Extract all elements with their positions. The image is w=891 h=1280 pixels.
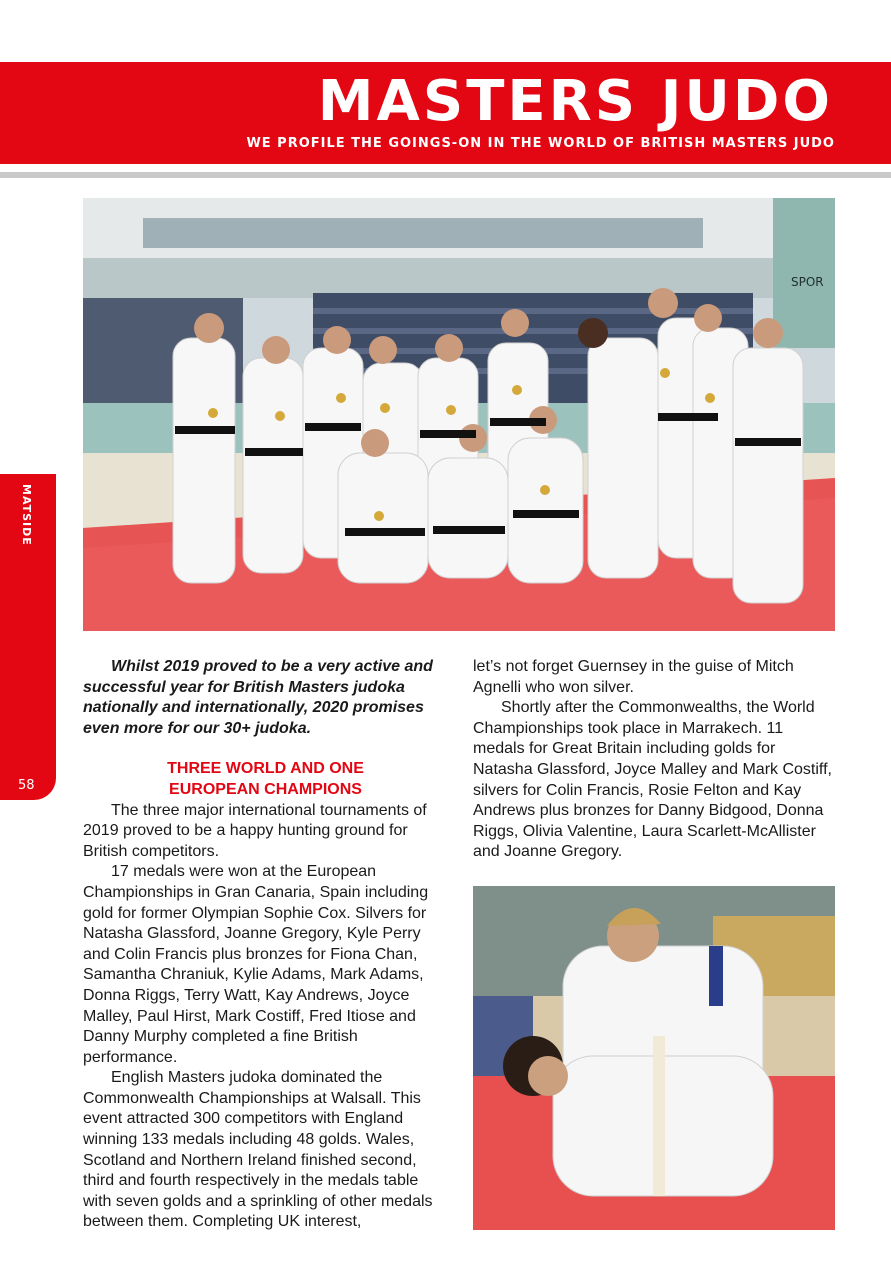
article-paragraph: English Masters judoka dominated the Commonwealth Championships at Walsall. This event attracted 300 competitors with England winning 133 medals including 48 golds. Wales, Scotland and Northern Ireland finished second, third and fourth respectively in the medals table with seven golds and a sprinkling of other medals between them. Completing UK interest, xyxy=(83,1069,433,1231)
article-paragraph: The three major international tournaments of 2019 proved to be a happy hunting ground for British competitors. xyxy=(83,801,427,860)
sports-hall-sign: SPOR xyxy=(791,275,824,289)
article-paragraph: let’s not forget Guernsey in the guise of Mitch Agnelli who won silver. xyxy=(473,658,794,696)
team-group-photo xyxy=(83,198,835,631)
article-paragraph: 17 medals were won at the European Championships in Gran Canaria, Spain including gold for former Olympian Sophie Cox. Silvers for Natasha Glassford, Joanne Gregory, Kyle Perry and Colin Francis plus bronzes for Fiona Chan, Samantha Chraniuk, Kylie Adams, Mark Adams, Donna Riggs, Terry Watt, Kay Andrews, Joyce Malley, Paul Hirst, Mark Costiff, Fred Itiose and Danny Murphy completed a fine British performance. xyxy=(83,863,429,1066)
header-divider xyxy=(0,172,891,178)
page-title: MASTERS JUDO xyxy=(317,69,833,134)
header-banner xyxy=(0,62,891,164)
judo-action-photo xyxy=(473,886,835,1230)
article-intro: Whilst 2019 proved to be a very active and successful year for British Masters judoka nationally and internationally, 2020 promises even more for our 30+ judoka. xyxy=(83,658,433,737)
section-label: MATSIDE xyxy=(20,484,33,546)
page-number: 58 xyxy=(18,778,35,793)
page-subtitle: WE PROFILE THE GOINGS-ON IN THE WORLD OF BRITISH MASTERS JUDO xyxy=(246,136,835,151)
section-heading-line2: EUROPEAN CHAMPIONS xyxy=(169,780,362,798)
article-paragraph: Shortly after the Commonwealths, the World Championships took place in Marrakech. 11 medals for Great Britain including golds for Natasha Glassford, Joyce Malley and Mark Costiff, silvers for Colin Francis, Rosie Felton and Kay Andrews plus bronzes for Danny Bidgood, Donna Riggs, Olivia Valentine, Laura Scarlett-McAllister and Joanne Gregory. xyxy=(473,699,832,861)
section-heading-line1: THREE WORLD AND ONE xyxy=(167,760,364,778)
article-column-right xyxy=(473,657,837,863)
article-column-left xyxy=(83,657,448,1233)
